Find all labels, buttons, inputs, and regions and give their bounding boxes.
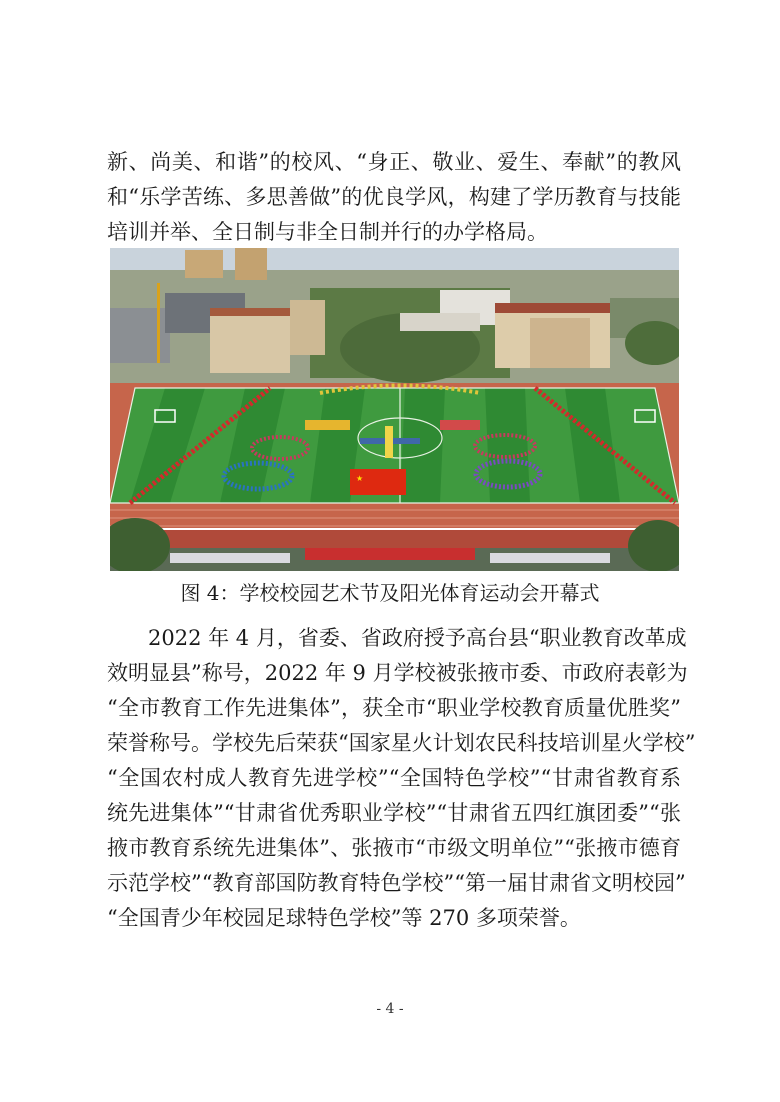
body-line: 统先进集体”“甘肃省优秀职业学校”“甘肃省五四红旗团委”“张 (107, 801, 681, 825)
body-line: “全国农村成人教育先进学校”“全国特色学校”“甘肃省教育系 (107, 766, 681, 790)
body-line: “全市教育工作先进集体”，获全市“职业学校教育质量优胜奖” (107, 696, 681, 720)
body-line: “全国青少年校园足球特色学校”等 270 多项荣誉。 (107, 906, 581, 930)
body-line: 掖市教育系统先进集体”、张掖市“市级文明单位”“张掖市德育 (107, 836, 681, 860)
body-line: 和“乐学苦练、多思善做”的优良学风，构建了学历教育与技能 (107, 185, 681, 209)
body-line: 新、尚美、和谐”的校风、“身正、敬业、爱生、奉献”的教风 (107, 150, 681, 174)
body-line: 荣誉称号。学校先后荣获“国家星火计划农民科技培训星火学校” (107, 731, 696, 755)
figure-caption: 图 4：学校校园艺术节及阳光体育运动会开幕式 (180, 581, 600, 605)
body-line: 效明显县”称号，2022 年 9 月学校被张掖市委、市政府表彰为 (107, 661, 688, 685)
body-line: 示范学校”“教育部国防教育特色学校”“第一届甘肃省文明校园” (107, 871, 686, 895)
page-number: - 4 - (376, 1001, 404, 1017)
body-line: 2022 年 4 月，省委、省政府授予高台县“职业教育改革成 (148, 626, 687, 650)
campus-festival-photo (110, 248, 679, 571)
body-line: 培训并举、全日制与非全日制并行的办学格局。 (107, 220, 548, 244)
svg-text:★: ★ (356, 474, 364, 483)
